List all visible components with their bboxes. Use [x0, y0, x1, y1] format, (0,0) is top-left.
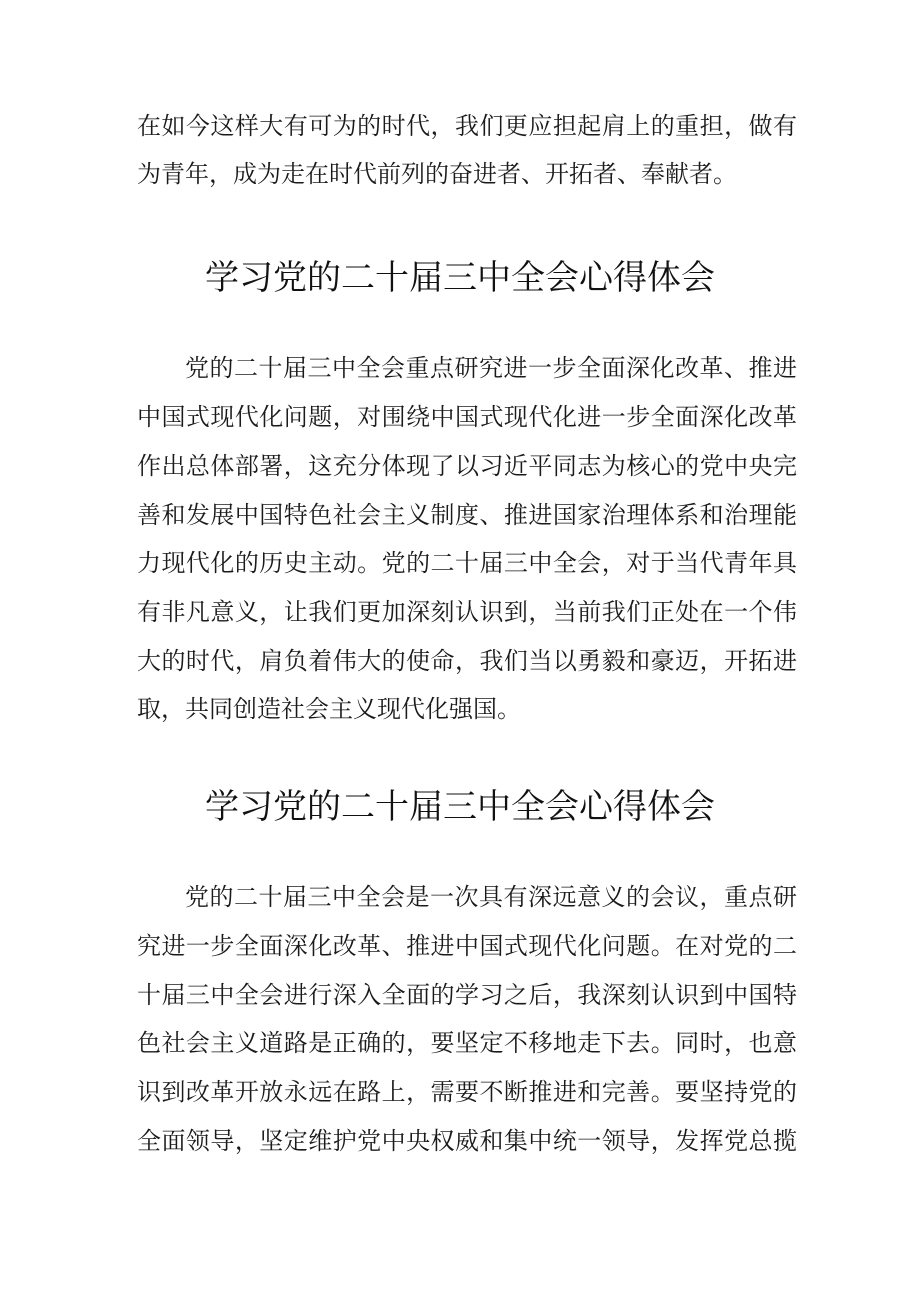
paragraph-line: 大的时代，肩负着伟大的使命，我们当以勇毅和豪迈，开拓进	[137, 647, 797, 675]
paragraph-line: 识到改革开放永远在路上，需要不断推进和完善。要坚持党的	[137, 1078, 797, 1106]
paragraph-line: 色社会主义道路是正确的，要坚定不移地走下去。同时，也意	[137, 1029, 797, 1057]
paragraph-line: 力现代化的历史主动。党的二十届三中全会，对于当代青年具	[137, 549, 797, 577]
paragraph-line: 全面领导，坚定维护党中央权威和集中统一领导，发挥党总揽	[137, 1127, 797, 1155]
paragraph-line: 中国式现代化问题，对围绕中国式现代化进一步全面深化改革	[137, 403, 797, 431]
section-heading: 学习党的二十届三中全会心得体会	[205, 787, 715, 827]
paragraph-line: 有非凡意义，让我们更加深刻认识到，当前我们正处在一个伟	[137, 598, 797, 626]
paragraph-line: 究进一步全面深化改革、推进中国式现代化问题。在对党的二	[137, 932, 797, 960]
paragraph-line: 党的二十届三中全会是一次具有深远意义的会议，重点研	[185, 883, 797, 911]
section-heading: 学习党的二十届三中全会心得体会	[205, 258, 715, 298]
paragraph-line: 善和发展中国特色社会主义制度、推进国家治理体系和治理能	[137, 501, 797, 529]
paragraph-line: 为青年，成为走在时代前列的奋进者、开拓者、奉献者。	[137, 160, 737, 188]
paragraph-line: 十届三中全会进行深入全面的学习之后，我深刻认识到中国特	[137, 981, 797, 1009]
paragraph-line: 取，共同创造社会主义现代化强国。	[137, 695, 521, 723]
paragraph-line: 党的二十届三中全会重点研究进一步全面深化改革、推进	[185, 354, 797, 382]
paragraph-line: 作出总体部署，这充分体现了以习近平同志为核心的党中央完	[137, 452, 797, 480]
paragraph-line: 在如今这样大有可为的时代，我们更应担起肩上的重担，做有	[137, 112, 797, 140]
